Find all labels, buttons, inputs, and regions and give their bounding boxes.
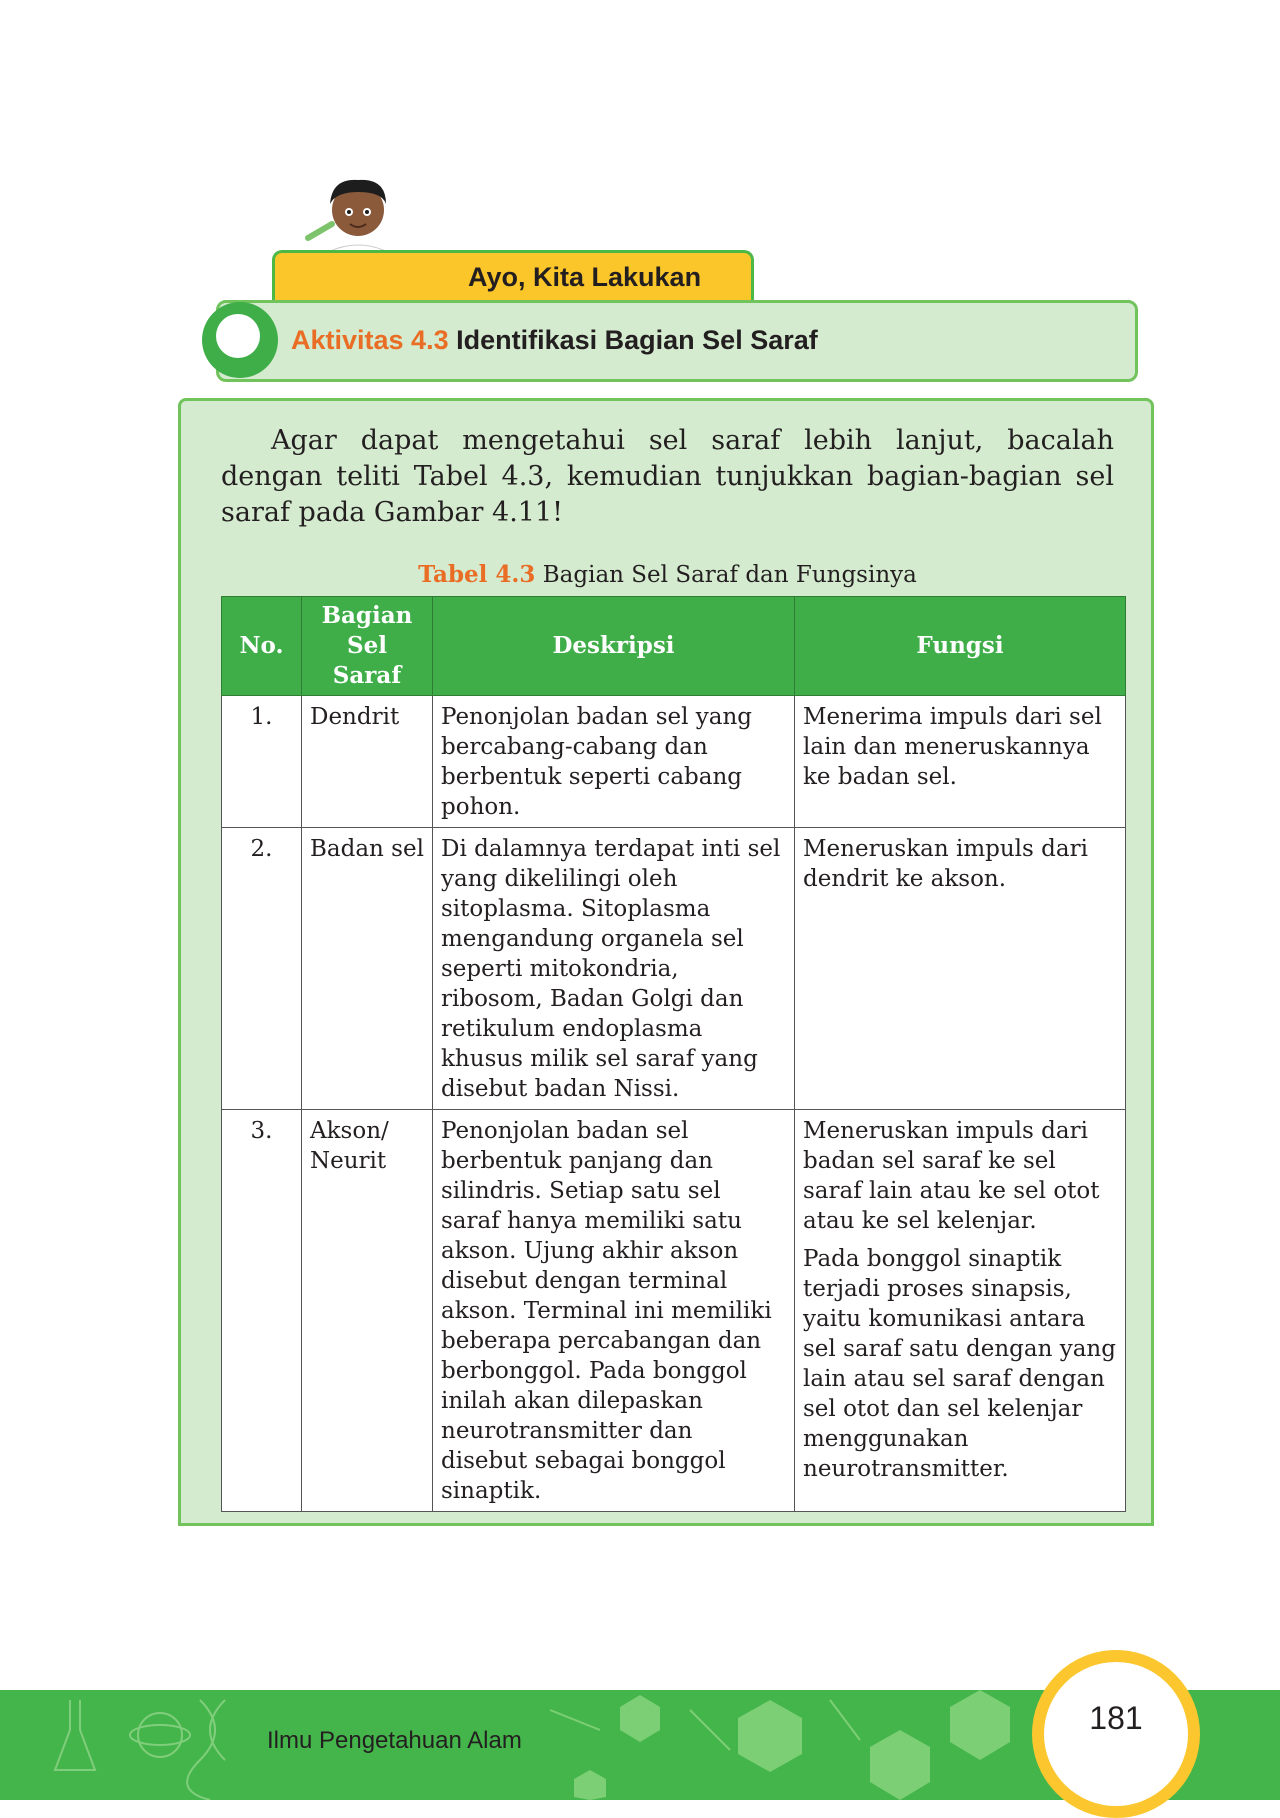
intro-paragraph: Agar dapat mengetahui sel saraf lebih lanjut, bacalah dengan teliti Tabel 4.3, kemudian tunjukkan bagian-bagian sel saraf pada Gambar 4.11! (221, 425, 1114, 528)
table-caption (221, 561, 1114, 588)
activity-title (291, 325, 818, 356)
science-decoration-icon (40, 1690, 240, 1800)
molecule-decoration-icon (540, 1690, 1020, 1800)
nerve-cell-table (221, 596, 1126, 1512)
table-row (222, 696, 1126, 828)
cell-no: 1. (222, 696, 302, 828)
table-caption-text: Bagian Sel Saraf dan Fungsinya (542, 562, 917, 588)
table-row (222, 828, 1126, 1110)
cell-fungsi (795, 1110, 1126, 1512)
cell-fungsi (795, 828, 1126, 1110)
cell-no: 3. (222, 1110, 302, 1512)
activity-number: Aktivitas 4.3 (291, 325, 449, 355)
header-no: No. (222, 597, 302, 696)
page-number: 181 (1089, 1700, 1143, 1736)
header-deskripsi: Deskripsi (433, 597, 795, 696)
fungsi-text: Meneruskan impuls dari badan sel saraf ke sel saraf lain atau ke sel otot atau ke sel kelenjar. (803, 1118, 1100, 1234)
cell-bagian: Akson/ Neurit (302, 1110, 433, 1512)
activity-bullet-inner (216, 314, 260, 358)
fungsi-text: Menerima impuls dari sel lain dan meneruskannya ke badan sel. (803, 704, 1102, 790)
footer-subject: Ilmu Pengetahuan Alam (267, 1727, 522, 1754)
cell-deskripsi: Di dalamnya terdapat inti sel yang dikelilingi oleh sitoplasma. Sitoplasma mengandung organela sel seperti mitokondria, ribosom, Badan Golgi dan retikulum endoplasma khusus milik sel saraf yang disebut badan Nissi. (433, 828, 795, 1110)
cell-bagian: Dendrit (302, 696, 433, 828)
table-header-row (222, 597, 1126, 696)
cell-no: 2. (222, 828, 302, 1110)
table-row (222, 1110, 1126, 1512)
cell-fungsi (795, 696, 1126, 828)
fungsi-text-extra: Pada bonggol sinaptik terjadi proses sinapsis, yaitu komunikasi antara sel saraf satu dengan yang lain atau sel saraf dengan sel otot dan sel kelenjar menggunakan neurotransmitter. (803, 1246, 1116, 1482)
cell-bagian: Badan sel (302, 828, 433, 1110)
cell-deskripsi: Penonjolan badan sel yang bercabang-cabang dan berbentuk seperti cabang pohon. (433, 696, 795, 828)
header-fungsi: Fungsi (795, 597, 1126, 696)
activity-name: Identifikasi Bagian Sel Saraf (456, 325, 818, 355)
table-caption-label: Tabel 4.3 (418, 561, 536, 588)
cell-deskripsi: Penonjolan badan sel berbentuk panjang dan silindris. Setiap satu sel saraf hanya memiliki satu akson. Ujung akhir akson disebut dengan terminal akson. Terminal ini memiliki beberapa percabangan dan berbonggol. Pada bonggol inilah akan dilepaskan neurotransmitter dan disebut sebagai bonggol sinaptik. (433, 1110, 795, 1512)
section-tab-label: Ayo, Kita Lakukan (468, 262, 702, 292)
header-bagian: Bagian Sel Saraf (302, 597, 433, 696)
fungsi-text: Meneruskan impuls dari dendrit ke akson. (803, 836, 1088, 892)
